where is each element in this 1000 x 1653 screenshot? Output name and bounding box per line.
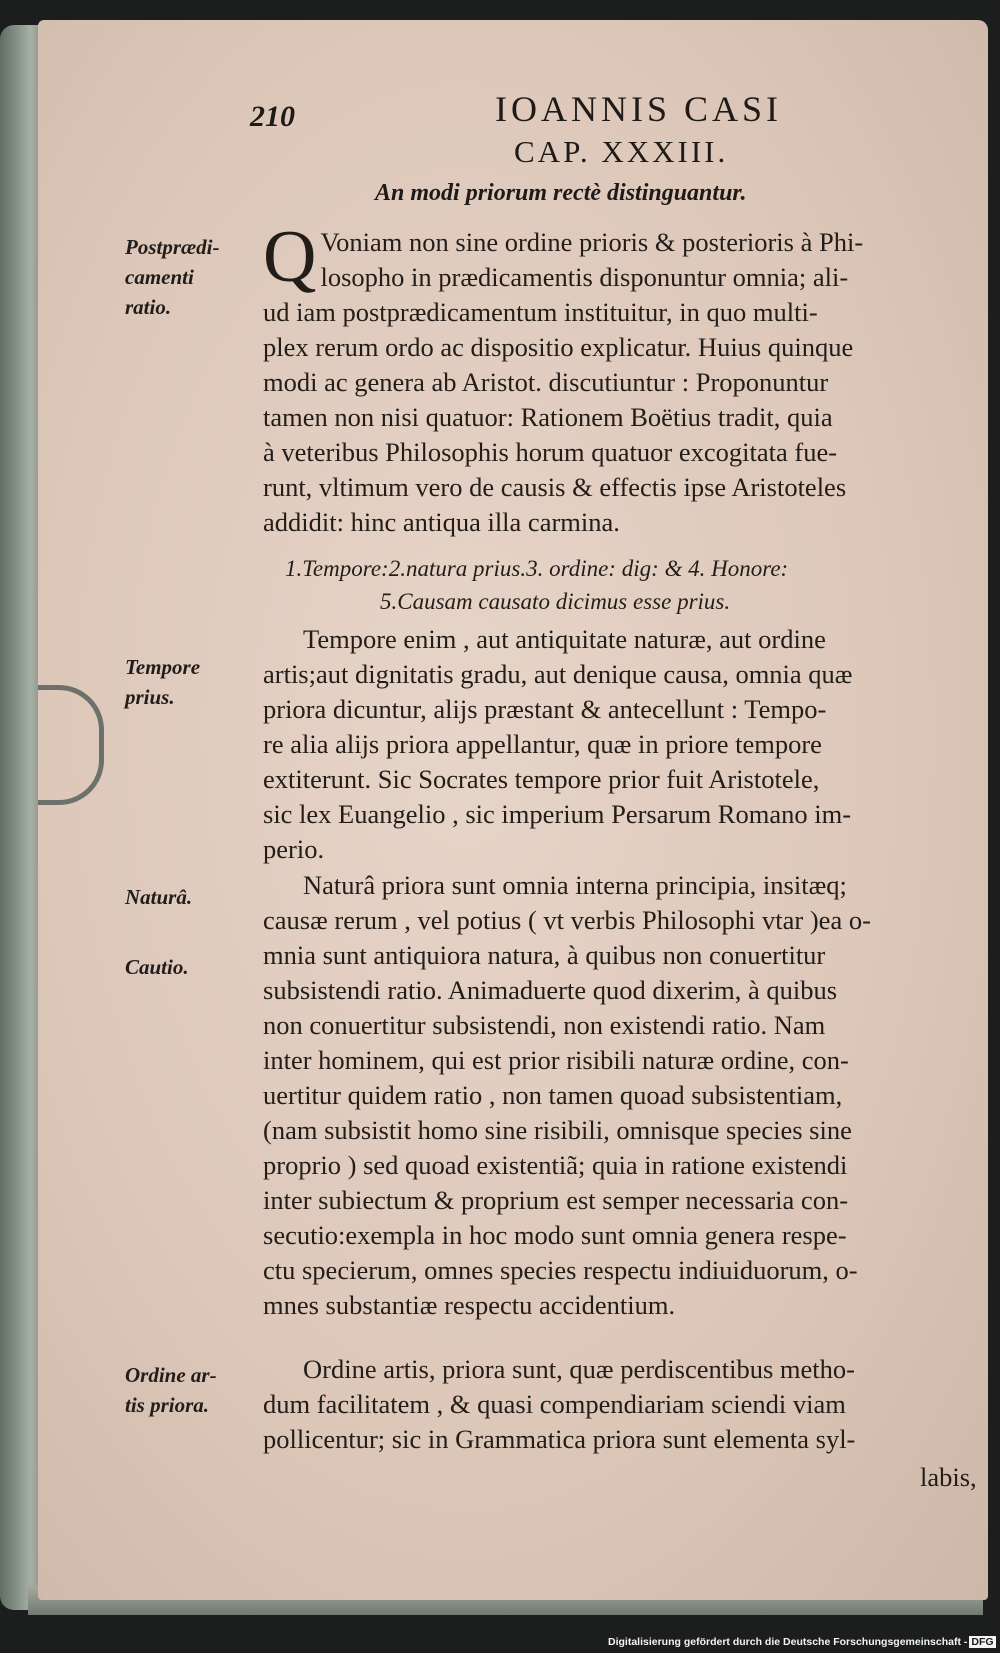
text-line: dum facilitatem , & quasi compendiariam sciendi viam bbox=[263, 1389, 846, 1419]
margin-note-postpraedicamenti: Postprædi- camenti ratio. bbox=[125, 235, 220, 319]
text-line: inter hominem, qui est prior risibili naturæ ordine, con- bbox=[263, 1045, 849, 1075]
text-line: non conuertitur subsistendi, non existendi ratio. Nam bbox=[263, 1010, 826, 1040]
text-line: inter subiectum & proprium est semper necessaria con- bbox=[263, 1185, 849, 1215]
margin-note-cautio: Cautio. bbox=[125, 955, 189, 979]
text-line: mnes substantiæ respectu accidentium. bbox=[263, 1290, 676, 1320]
page-clip bbox=[38, 685, 104, 805]
credit-text: Digitalisierung gefördert durch die Deutsche Forschungsgemeinschaft - bbox=[608, 1636, 968, 1648]
text-line: proprio ) sed quoad existentiã; quia in ratione existendi bbox=[263, 1150, 848, 1180]
text-line: plex rerum ordo ac dispositio explicatur. Huius quinque bbox=[263, 332, 854, 362]
text-line: priora dicuntur, alijs præstant & antecellunt : Tempo- bbox=[263, 694, 827, 724]
digitization-credit bbox=[608, 1636, 996, 1648]
text-line: uertitur quidem ratio , non tamen quoad subsistentiam, bbox=[263, 1080, 843, 1110]
text-line: causæ rerum , vel potius ( vt verbis Philosophi vtar )ea o- bbox=[263, 905, 871, 935]
text-line: subsistendi ratio. Animaduerte quod dixerim, à quibus bbox=[263, 975, 838, 1005]
text-line: addidit: hinc antiqua illa carmina. bbox=[263, 507, 620, 537]
text-line: (nam subsistit homo sine risibili, omnisque species sine bbox=[263, 1115, 852, 1145]
paragraph-intro bbox=[263, 216, 983, 540]
paragraph-ordine bbox=[263, 1352, 983, 1457]
verse-line: 1.Tempore:2.natura prius.3. ordine: dig: & 4. Honore: bbox=[285, 556, 789, 581]
drop-capital: Q bbox=[263, 216, 317, 298]
chapter-heading: CAP. XXXIII. bbox=[514, 134, 729, 169]
text-line: extiterunt. Sic Socrates tempore prior fuit Aristotele, bbox=[263, 764, 820, 794]
text-line: mnia sunt antiquiora natura, à quibus non conuertitur bbox=[263, 940, 826, 970]
text-line: à veteribus Philosophis horum quatuor excogitata fue- bbox=[263, 437, 838, 467]
running-title: IOANNIS CASI bbox=[495, 89, 783, 129]
verse-line: 5.Causam causato dicimus esse prius. bbox=[380, 589, 731, 614]
page-number: 210 bbox=[250, 100, 295, 133]
text-line: Naturâ priora sunt omnia interna principia, insitæq; bbox=[303, 870, 847, 900]
margin-note-ordine: Ordine ar- tis priora. bbox=[125, 1363, 217, 1417]
text-line: modi ac genera ab Aristot. discutiuntur : Proponuntur bbox=[263, 367, 829, 397]
text-line: re alia alijs priora appellantur, quæ in priore tempore bbox=[263, 729, 822, 759]
margin-note-tempore: Tempore prius. bbox=[125, 655, 201, 709]
chapter-subtitle: An modi priorum rectè distinguantur. bbox=[375, 180, 747, 206]
paragraph-tempore bbox=[263, 622, 983, 867]
margin-note-natura: Naturâ. bbox=[125, 885, 193, 909]
text-line: pollicentur; sic in Grammatica priora sunt elementa syl- bbox=[263, 1424, 856, 1454]
text-line: secutio:exempla in hoc modo sunt omnia genera respe- bbox=[263, 1220, 847, 1250]
text-line: artis;aut dignitatis gradu, aut denique causa, omnia quæ bbox=[263, 659, 853, 689]
text-line: ud iam postprædicamentum instituitur, in quo multi- bbox=[263, 297, 818, 327]
dfg-logo: DFG bbox=[971, 1636, 994, 1648]
text-line: sic lex Euangelio , sic imperium Persarum Romano im- bbox=[263, 799, 852, 829]
text-line: Ordine artis, priora sunt, quæ perdiscentibus metho- bbox=[303, 1354, 855, 1384]
text-line: Tempore enim , aut antiquitate naturæ, aut ordine bbox=[303, 624, 826, 654]
text-line: perio. bbox=[263, 834, 325, 864]
text-line: runt, vltimum vero de causis & effectis ipse Aristoteles bbox=[263, 472, 847, 502]
paragraph-natura bbox=[263, 868, 983, 1323]
catchword: labis, bbox=[920, 1462, 977, 1492]
text-line: Voniam non sine ordine prioris & posterioris à Phi- bbox=[320, 227, 864, 257]
verse-carmina bbox=[285, 552, 985, 618]
text-line: ctu specierum, omnes species respectu indiuiduorum, o- bbox=[263, 1255, 858, 1285]
text-line: losopho in prædicamentis disponuntur omnia; ali- bbox=[320, 262, 849, 292]
text-line: tamen non nisi quatuor: Rationem Boëtius tradit, quia bbox=[263, 402, 833, 432]
